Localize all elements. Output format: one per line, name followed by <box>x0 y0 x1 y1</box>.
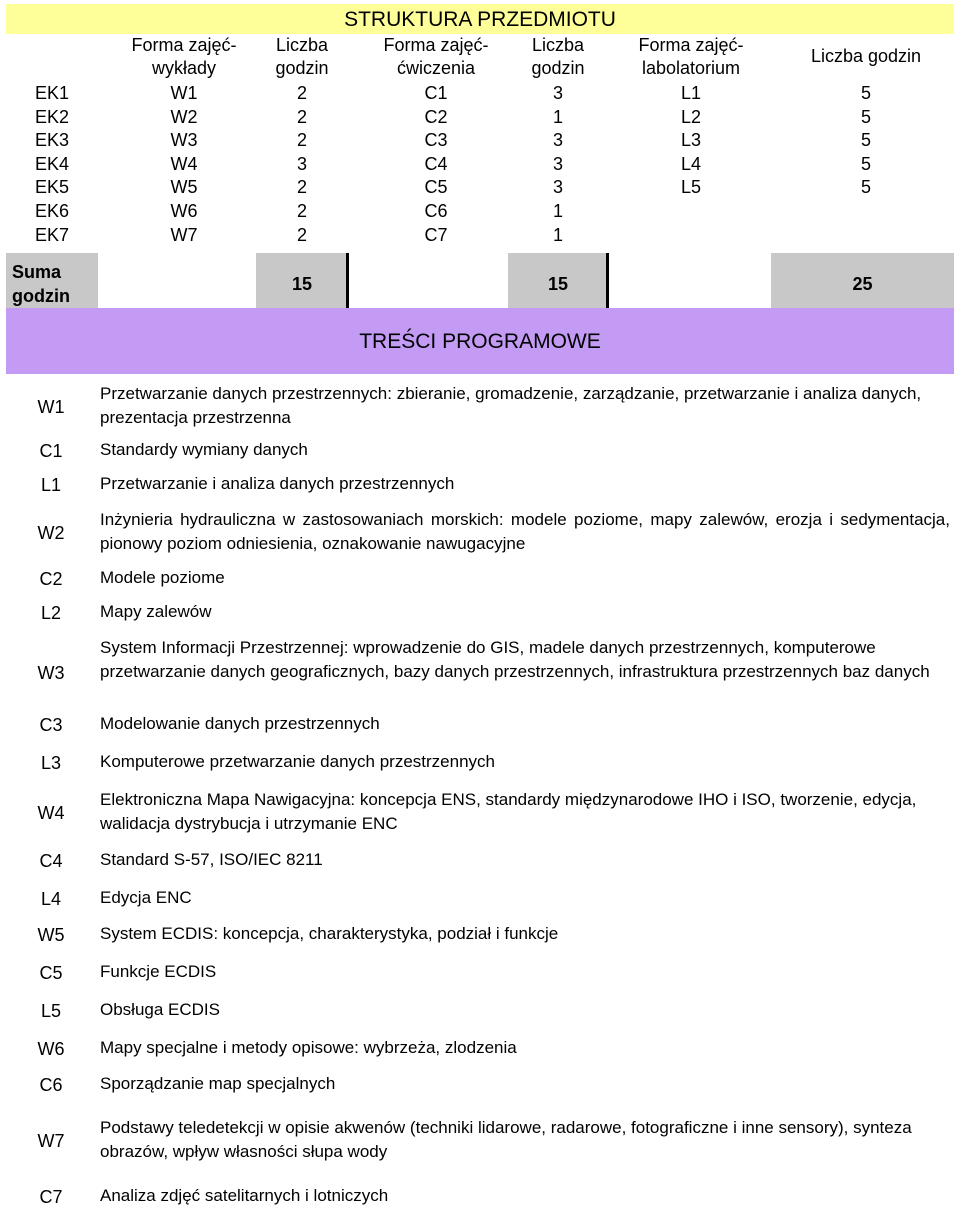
item-code: L1 <box>40 475 62 495</box>
header-liczba-c <box>512 34 604 80</box>
cell-ch: 1 <box>552 200 563 221</box>
item-description: Obsługa ECDIS <box>100 1000 220 1019</box>
cell-lh: 5 <box>860 130 871 151</box>
cell-ch: 3 <box>552 177 563 198</box>
item-code: C3 <box>39 715 63 735</box>
header-forma-wyklady <box>104 34 264 80</box>
item-code: W1 <box>37 396 65 417</box>
item-code: L2 <box>40 603 62 623</box>
cell-w: W3 <box>170 130 198 151</box>
cell-l: L1 <box>680 83 702 103</box>
cell-wh: 3 <box>296 153 307 174</box>
header-text: godzin <box>275 58 329 78</box>
item-description: Przetwarzanie i analiza danych przestrzennych <box>100 474 455 493</box>
item-description: Elektroniczna Mapa Nawigacyjna: koncepcja ENS, standardy międzynarodowe IHO i ISO, tworzenie, edycja, walidacja dystrybucja i utrzymanie ENC <box>100 790 917 833</box>
cell-w: W7 <box>170 224 198 245</box>
item-description: Mapy zalewów <box>100 602 212 621</box>
suma-divider <box>606 253 609 315</box>
list-item <box>0 998 960 1022</box>
table-row <box>6 224 954 248</box>
item-code: C5 <box>39 963 63 983</box>
item-description: Podstawy teledetekcji w opisie akwenów (techniki lidarowe, radarowe, fotograficzne i inne sensory), synteza obrazów, wpływ własności słupa wody <box>100 1118 912 1161</box>
header-forma-lab <box>611 34 771 80</box>
header-liczba-w <box>256 34 348 80</box>
item-description: Przetwarzanie danych przestrzennych: zbieranie, gromadzenie, zarządzanie, przetwarzanie i analiza danych, prezentacja przestrzenna <box>100 384 922 427</box>
item-description: Funkcje ECDIS <box>100 962 217 981</box>
item-code: W6 <box>37 1039 65 1059</box>
cell-ch: 1 <box>552 224 563 245</box>
item-code: C2 <box>39 569 63 589</box>
list-item <box>0 1036 960 1060</box>
cell-ek: EK6 <box>34 200 70 221</box>
cell-lh: 5 <box>860 83 871 103</box>
cell-lh: 5 <box>860 153 871 174</box>
item-description: Analiza zdjęć satelitarnych i lotniczych <box>100 1186 389 1205</box>
cell-ch: 3 <box>552 153 563 174</box>
cell-wh: 2 <box>296 200 307 221</box>
cell-lh: 5 <box>860 177 871 198</box>
cell-w: W4 <box>170 153 198 174</box>
cell-wh: 2 <box>296 224 307 245</box>
list-item <box>0 566 960 590</box>
list-item <box>0 922 960 946</box>
list-item <box>0 636 960 707</box>
list-item <box>0 750 960 774</box>
item-code: C1 <box>39 441 63 461</box>
list-item <box>0 788 960 835</box>
cell-ek: EK1 <box>34 83 70 103</box>
cell-c: C5 <box>424 177 448 198</box>
list-item <box>0 886 960 910</box>
header-forma-cwiczenia <box>356 34 516 80</box>
suma-label-line: godzin <box>12 286 70 307</box>
cell-wh: 2 <box>296 177 307 198</box>
suma-label <box>12 260 70 308</box>
suma-label-line: Suma <box>12 262 62 283</box>
item-description: Inżynieria hydrauliczna w zastosowaniach morskich: modele poziome, mapy zalewów, erozja i sedymentacja, pionowy poziom odniesienia, oznakowanie nawugacyjne <box>100 510 950 553</box>
item-description: Standard S-57, ISO/IEC 8211 <box>100 850 323 869</box>
cell-c: C3 <box>424 130 448 151</box>
list-item <box>0 1184 960 1208</box>
header-text: Liczba <box>531 35 585 55</box>
struktura-header-row <box>6 34 954 82</box>
item-description: Modele poziome <box>100 568 225 587</box>
cell-ek: EK3 <box>34 130 70 151</box>
item-code: L3 <box>40 753 62 773</box>
cell-wh: 2 <box>296 106 307 127</box>
item-code: W4 <box>37 802 65 823</box>
cell-c: C2 <box>424 106 448 127</box>
list-item <box>0 712 960 736</box>
cell-ch: 1 <box>552 106 563 127</box>
item-description: System ECDIS: koncepcja, charakterystyka, podział i funkcje <box>100 924 559 943</box>
cell-l: L5 <box>680 177 702 198</box>
item-code: W5 <box>37 925 65 945</box>
cell-c: C7 <box>424 224 448 245</box>
list-item <box>0 472 960 496</box>
suma-w-value: 15 <box>291 274 313 295</box>
list-item <box>0 382 960 429</box>
cell-ek: EK7 <box>34 224 70 245</box>
tresci-title: TREŚCI PROGRAMOWE <box>359 330 601 353</box>
item-code: W7 <box>37 1130 65 1151</box>
item-code: C6 <box>39 1075 63 1095</box>
cell-ch: 3 <box>552 83 563 103</box>
struktura-body <box>6 82 954 247</box>
cell-w: W6 <box>170 200 198 221</box>
cell-c: C4 <box>424 153 448 174</box>
item-code: C4 <box>39 851 63 871</box>
table-row <box>6 129 954 153</box>
item-description: Standardy wymiany danych <box>100 440 308 459</box>
cell-l: L4 <box>680 153 702 174</box>
cell-ch: 3 <box>552 130 563 151</box>
struktura-title-band <box>6 4 954 34</box>
cell-wh: 2 <box>296 130 307 151</box>
item-code: C7 <box>39 1187 63 1207</box>
list-item <box>0 960 960 984</box>
header-text: Liczba <box>275 35 329 55</box>
list-item <box>0 1072 960 1096</box>
table-row <box>6 153 954 177</box>
cell-w: W5 <box>170 177 198 198</box>
suma-c-value: 15 <box>547 274 569 295</box>
suma-row <box>6 253 954 315</box>
header-text: Forma zajęć- <box>383 35 489 55</box>
header-text: Liczba godzin <box>810 46 922 66</box>
table-row <box>6 176 954 200</box>
header-text: Forma zajęć- <box>131 35 237 55</box>
item-code: L4 <box>40 889 62 909</box>
table-row <box>6 82 954 106</box>
cell-ek: EK2 <box>34 106 70 127</box>
table-row <box>6 106 954 130</box>
list-item <box>0 508 960 555</box>
item-description: System Informacji Przestrzennej: wprowadzenie do GIS, madele danych przestrzennych, komputerowe przetwarzanie danych geograficznych, bazy danych przestrzennych, infrastruktura przestrzennych baz danych <box>100 638 930 681</box>
list-item <box>0 848 960 872</box>
cell-w: W1 <box>170 83 198 103</box>
cell-ek: EK4 <box>34 153 70 174</box>
item-description: Modelowanie danych przestrzennych <box>100 714 380 733</box>
header-text: godzin <box>531 58 585 78</box>
list-item <box>0 600 960 624</box>
item-code: W2 <box>37 522 65 543</box>
item-description: Sporządzanie map specjalnych <box>100 1074 336 1093</box>
cell-c: C6 <box>424 200 448 221</box>
cell-c: C1 <box>424 83 448 103</box>
item-code: L5 <box>40 1001 62 1021</box>
cell-ek: EK5 <box>34 177 70 198</box>
item-code: W3 <box>37 662 65 683</box>
list-item <box>0 438 960 462</box>
table-row <box>6 200 954 224</box>
header-text: wykłady <box>151 58 217 78</box>
header-text: ćwiczenia <box>396 58 476 78</box>
item-description: Komputerowe przetwarzanie danych przestrzennych <box>100 752 495 771</box>
cell-w: W2 <box>170 106 198 127</box>
cell-lh: 5 <box>860 106 871 127</box>
cell-l: L2 <box>680 106 702 127</box>
header-text: labolatorium <box>641 58 741 78</box>
item-description: Mapy specjalne i metody opisowe: wybrzeża, zlodzenia <box>100 1038 517 1057</box>
header-liczba-l <box>786 45 946 68</box>
item-description: Edycja ENC <box>100 888 192 907</box>
struktura-table <box>6 4 954 315</box>
suma-l-value: 25 <box>852 274 873 295</box>
cell-l: L3 <box>680 130 702 151</box>
struktura-title: STRUKTURA PRZEDMIOTU <box>344 8 616 31</box>
header-text: Forma zajęć- <box>638 35 744 55</box>
tresci-title-band <box>6 308 954 374</box>
list-item <box>0 1116 960 1163</box>
cell-wh: 2 <box>296 83 307 103</box>
